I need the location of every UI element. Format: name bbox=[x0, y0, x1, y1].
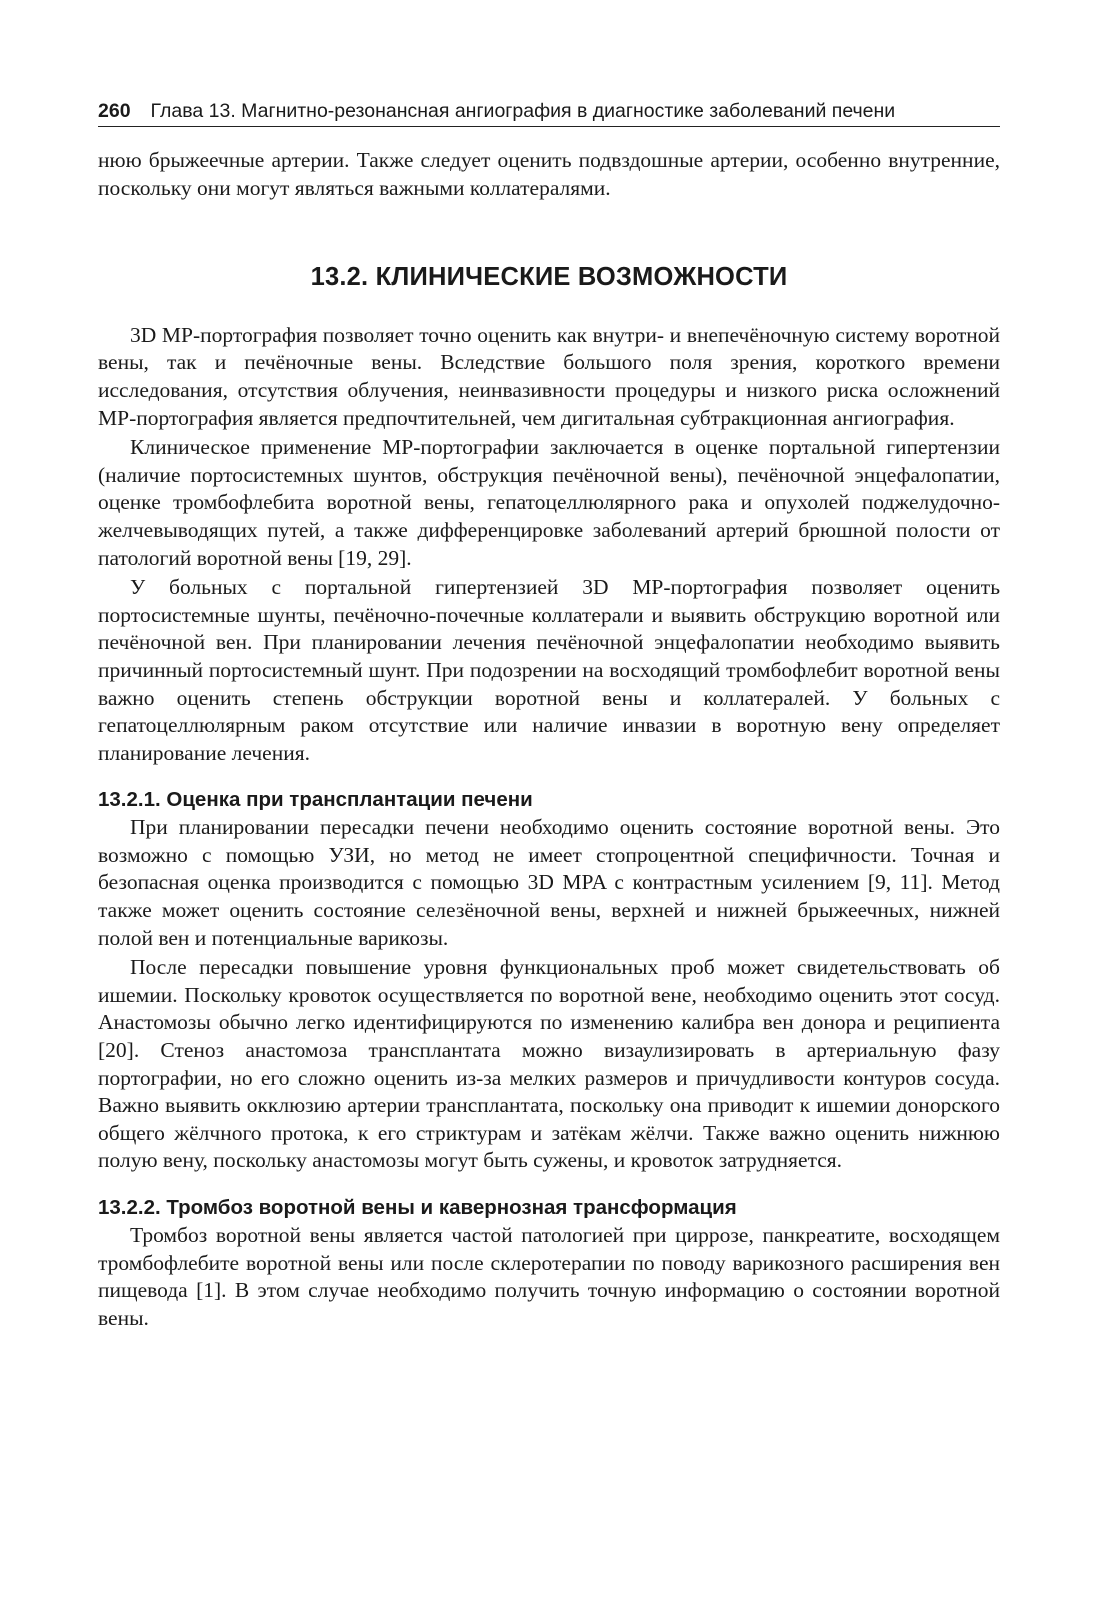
intro-paragraph: нюю брыжеечные артерии. Также следует оценить подвздошные артерии, особенно внутренние, поскольку они могут являться важными коллатералями. bbox=[98, 148, 1000, 200]
running-header bbox=[98, 98, 1000, 127]
section-paragraph: У больных с портальной гипертензией 3D MP-портография позволяет оценить портосистемные шунты, печёночно-почечные коллатерали и выявить обструкцию воротной или печёночной вен. При планировании лечения печёночной энцефалопатии необходимо выявить причинный портосистемный шунт. При подозрении на восходящий тромбофлебит воротной вены важно оценить степень обструкции воротной вены и коллатералей. У больных с гепатоцеллюлярным раком отсутствие или наличие инвазии в воротную вену определяет планирование лечения. bbox=[98, 575, 1000, 765]
book-page bbox=[98, 98, 1000, 1332]
subsection-paragraph: Тромбоз воротной вены является частой патологией при циррозе, панкреатите, восходящем тромбофлебите воротной вены или после склеротерапии по поводу варикозного расширения вен пищевода [1]. В этом случае необходимо получить точную информацию о состоянии воротной вены. bbox=[98, 1223, 1000, 1330]
section-paragraph: 3D MP-портография позволяет точно оценить как внутри- и внепечёночную систему воротной вены, так и печёночные вены. Вследствие большого поля зрения, короткого времени исследования, отсутствия облучения, неинвазивности процедуры и низкого риска осложнений MP-портография является предпочтительней, чем дигитальная субтракционная ангиография. bbox=[98, 322, 1000, 430]
subsection-heading: 13.2.1. Оценка при трансплантации печени bbox=[98, 788, 533, 812]
chapter-title: Глава 13. Магнитно-резонансная ангиография в диагностике заболеваний печени bbox=[150, 100, 896, 122]
section-heading: 13.2. КЛИНИЧЕСКИЕ ВОЗМОЖНОСТИ bbox=[310, 263, 788, 292]
page-body bbox=[98, 147, 1000, 1332]
subsection-paragraph: При планировании пересадки печени необходимо оценить состояние воротной вены. Это возможно с помощью УЗИ, но метод не имеет стопроцентной специфичности. Точная и безопасная оценка производится с помощью 3D MPA с контрастным усилением [9, 11]. Метод также может оценить состояние селезёночной вены, верхней и нижней брыжеечных, нижней полой вен и потенциальные варикозы. bbox=[98, 815, 1000, 950]
section-paragraph: Клиническое применение MP-портографии заключается в оценке портальной гипертензии (наличие портосистемных шунтов, обструкция печёночной вены), печёночной энцефалопатии, оценке тромбофлебита воротной вены, гепатоцеллюлярного рака и опухолей поджелудочно-желчевыводящих путей, а также дифференцировке заболеваний артерий брюшной полости от патологий воротной вены [19, 29]. bbox=[98, 435, 1000, 570]
subsection-heading: 13.2.2. Тромбоз воротной вены и кавернозная трансформация bbox=[98, 1196, 737, 1219]
subsection-paragraph: После пересадки повышение уровня функциональных проб может свидетельствовать об ишемии. Поскольку кровоток осуществляется по воротной вене, необходимо оценить этот сосуд. Анастомозы обычно легко идентифицируются по изменению калибра вен донора и реципиента [20]. Стеноз анастомоза трансплантата можно визаулизировать в артериальную фазу портографии, но его сложно оценить из-за мелких размеров и причудливости контуров сосуда. Важно выявить окклюзию артерии трансплантата, поскольку она приводит к ишемии донорского общего жёлчного протока, к его стриктурам и затёкам жёлчи. Также важно оценить нижнюю полую вену, поскольку анастомозы могут быть сужены, и кровоток затрудняется. bbox=[98, 955, 1000, 1173]
page-number: 260 bbox=[98, 100, 131, 122]
